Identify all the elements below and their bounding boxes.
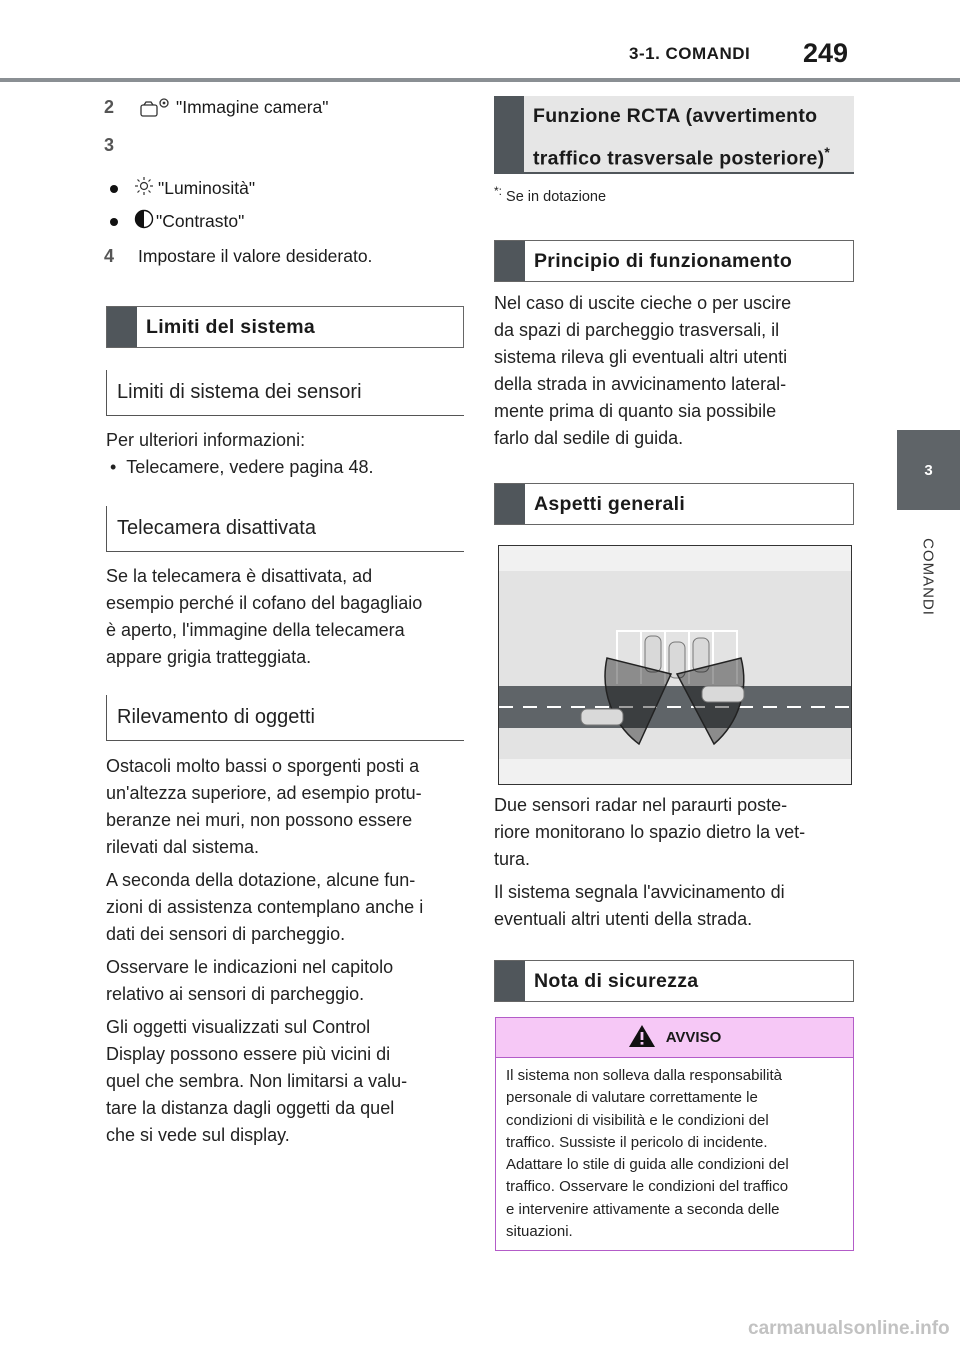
bullet-contrast — [110, 209, 244, 234]
rcta-title-line: traffico trasversale posteriore) — [533, 147, 825, 170]
text-line: mente prima di quanto sia possibile — [494, 401, 777, 421]
section-title: Limiti del sistema — [146, 315, 316, 338]
step-number: 3 — [104, 135, 115, 155]
text-line: un'altezza superiore, ad esempio protu- — [106, 783, 422, 803]
footnote — [494, 184, 606, 205]
paragraph: Per ulteriori informazioni: — [106, 430, 306, 450]
section-bar — [495, 961, 525, 1001]
paragraph-object-detection — [106, 753, 423, 1149]
text-line: Display possono essere più vicini di — [106, 1044, 391, 1064]
section-title: Principio di funzionamento — [534, 249, 793, 272]
warning-title: AVVISO — [665, 1029, 722, 1046]
list-item: • Telecamere, vedere pagina 48. — [110, 457, 374, 477]
text-line: dati dei sensori di parcheggio. — [106, 924, 346, 944]
text-line: eventuali altri utenti della strada. — [494, 909, 753, 929]
paragraph-camera-off — [106, 563, 422, 671]
section-title: Aspetti generali — [534, 492, 686, 515]
warning-line: Il sistema non solleva dalla responsabilità — [506, 1067, 782, 1084]
text-line: quel che sembra. Non limitarsi a valu- — [106, 1071, 408, 1091]
section-system-limits — [106, 306, 464, 348]
text-line: rilevati dal sistema. — [106, 837, 260, 857]
text-line: Nel caso di uscite cieche o per uscire — [494, 293, 792, 313]
chapter-side-label — [893, 522, 960, 632]
warning-body — [496, 1058, 853, 1250]
page-number: 249 — [803, 38, 849, 68]
text-line: della strada in avvicinamento lateral- — [494, 374, 787, 394]
warning-line: traffico. Sussiste il pericolo di incidente. — [506, 1133, 768, 1151]
rcta-diagram — [498, 545, 852, 785]
section-bar — [495, 484, 525, 524]
warning-line: Adattare lo stile di guida alle condizioni del — [506, 1156, 789, 1174]
text-line: Se la telecamera è disattivata, ad — [106, 566, 373, 586]
footnote-mark: *: — [494, 184, 503, 198]
bullet-text: "Contrasto" — [156, 211, 245, 231]
paragraph-general — [494, 792, 805, 933]
bullet-text: "Luminosità" — [158, 178, 256, 198]
warning-triangle-icon — [628, 1024, 656, 1052]
step-text: Impostare il valore desiderato. — [138, 246, 373, 266]
text-line: Il sistema segnala l'avvicinamento di — [494, 882, 785, 902]
section-bar — [495, 241, 525, 281]
rcta-diagram-svg — [499, 546, 851, 784]
text-line: esempio perché il cofano del bagagliaio — [106, 593, 423, 613]
text-line: beranze nei muri, non possono essere — [106, 810, 413, 830]
step-number: 4 — [104, 246, 115, 266]
warning-line: e intervenire attivamente a seconda delle — [506, 1200, 780, 1218]
chapter-side-label-text: COMANDI — [919, 538, 937, 616]
text-line: da spazi di parcheggio trasversali, il — [494, 320, 780, 340]
subhead-camera-off: Telecamera disattivata — [106, 506, 464, 552]
step-4 — [104, 246, 372, 267]
text-line: tare la distanza dagli oggetti da quel — [106, 1098, 395, 1118]
step-2 — [104, 96, 328, 118]
camera-settings-icon — [138, 96, 172, 118]
header-rule — [0, 78, 960, 82]
warning-line: condizioni di visibilità e le condizioni del — [506, 1111, 769, 1129]
subhead-object-detection: Rilevamento di oggetti — [106, 695, 464, 741]
warning-line: personale di valutare correttamente le — [506, 1089, 758, 1107]
text-line: Osservare le indicazioni nel capitolo — [106, 957, 394, 977]
chapter-title: 3-1. COMANDI — [629, 44, 751, 63]
bullet-dot — [110, 185, 118, 193]
rcta-title — [524, 96, 854, 172]
warning-line: traffico. Osservare le condizioni del traffico — [506, 1178, 789, 1196]
text-line: tura. — [494, 849, 531, 869]
section-principle — [494, 240, 854, 282]
text-line: che si vede sul display. — [106, 1125, 290, 1145]
paragraph-principle — [494, 290, 791, 452]
step-text: "Immagine camera" — [176, 96, 329, 117]
bullet-dot — [110, 218, 118, 226]
subhead-sensor-limits: Limiti di sistema dei sensori — [106, 370, 464, 416]
watermark: carmanualsonline.info — [748, 1318, 950, 1339]
step-3 — [104, 135, 128, 156]
section-bar — [107, 307, 137, 347]
text-line: A seconda della dotazione, alcune fun- — [106, 870, 416, 890]
text-line: farlo dal sedile di guida. — [494, 428, 684, 448]
rcta-title-line: Funzione RCTA (avvertimento — [533, 105, 818, 127]
text-line: relativo ai sensori di parcheggio. — [106, 984, 365, 1004]
text-line: appare grigia tratteggiata. — [106, 647, 312, 667]
text-line: Due sensori radar nel paraurti poste- — [494, 795, 788, 815]
text-line: Ostacoli molto bassi o sporgenti posti a — [106, 756, 420, 776]
footnote-star: * — [824, 144, 831, 160]
text-line: zioni di assistenza contemplano anche i — [106, 897, 424, 917]
warning-box — [495, 1017, 854, 1251]
text-line: sistema rileva gli eventuali altri utenti — [494, 347, 788, 367]
section-general — [494, 483, 854, 525]
text-line: Gli oggetti visualizzati sul Control — [106, 1017, 371, 1037]
step-number: 2 — [104, 96, 115, 117]
approaching-car-left — [581, 709, 623, 725]
chapter-tab[interactable] — [897, 430, 960, 510]
text-line: riore monitorano lo spazio dietro la vet- — [494, 822, 806, 842]
bullet-brightness — [110, 176, 255, 201]
warning-line: situazioni. — [506, 1223, 573, 1241]
brightness-icon — [134, 176, 154, 201]
section-safety — [494, 960, 854, 1002]
approaching-car-right — [702, 686, 744, 702]
rcta-title-box — [494, 96, 854, 174]
section-bar — [494, 96, 524, 172]
chapter-tab-number: 3 — [924, 461, 933, 479]
contrast-icon — [134, 209, 154, 234]
footnote-text: Se in dotazione — [506, 188, 607, 205]
warning-header — [496, 1018, 853, 1058]
section-title: Nota di sicurezza — [534, 969, 699, 992]
text-line: è aperto, l'immagine della telecamera — [106, 620, 405, 640]
